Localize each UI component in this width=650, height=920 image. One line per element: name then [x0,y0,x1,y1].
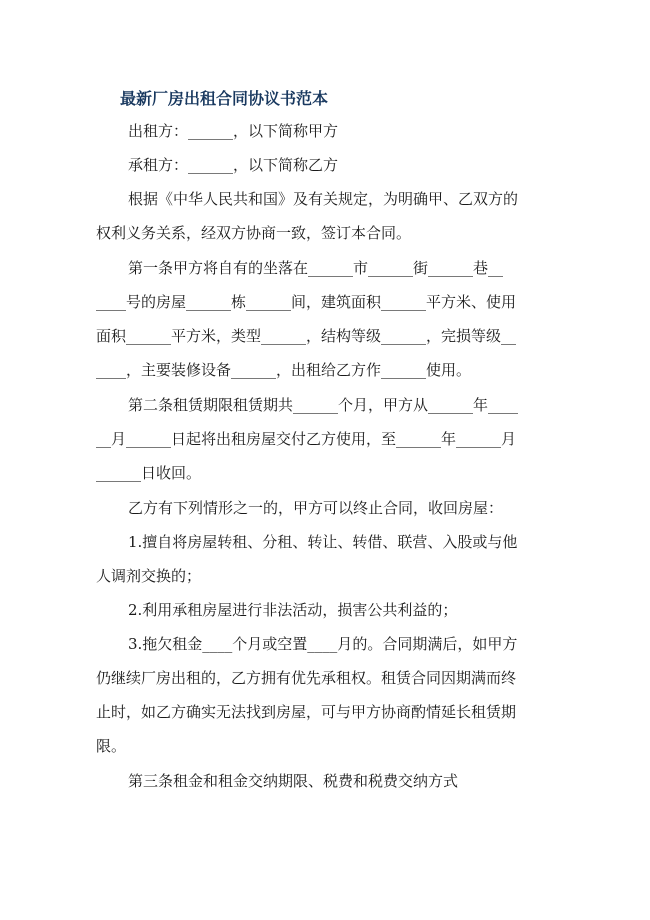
lessee-line: 承租方：______，以下简称乙方 [128,156,339,174]
clause-2-line: 2.利用承租房屋进行非法活动，损害公共利益的； [128,601,458,619]
preamble-line-2: 权利义务关系，经双方协商一致，签订本合同。 [96,224,412,242]
clause-3-line-1: 3.拖欠租金____个月或空置____月的。合同期满后，如甲方 [128,635,518,653]
clause-3-line-3: 止时，如乙方确实无法找到房屋，可与甲方协商酌情延长租赁期 [96,703,517,721]
article1-line-4: ____，主要装修设备______，出租给乙方作______使用。 [96,361,472,379]
clause-1-line-1: 1.擅自将房屋转租、分租、转让、转借、联营、入股或与他 [128,533,518,551]
article2-line-2: __月______日起将出租房屋交付乙方使用，至______年______月 [96,430,517,448]
clause-3-line-4: 限。 [96,737,127,755]
article2-line-1: 第二条租赁期限租赁期共______个月，甲方从______年____ [128,396,519,414]
lessor-line: 出租方：______，以下简称甲方 [128,122,339,140]
clause-3-line-2: 仍继续厂房出租的，乙方拥有优先承租权。租赁合同因期满而终 [96,669,517,687]
article1-line-2: ____号的房屋______栋______间，建筑面积______平方米、使用 [96,293,517,311]
article2-line-3: ______日收回。 [96,464,202,482]
article3-heading: 第三条租金和租金交纳期限、税费和税费交纳方式 [128,772,459,790]
document-title: 最新厂房出租合同协议书范本 [120,89,329,108]
clause-1-line-2: 人调剂交换的； [96,567,202,585]
article1-line-3: 面积______平方米，类型______，结构等级______，完损等级__ [96,327,517,345]
termination-intro: 乙方有下列情形之一的，甲方可以终止合同，收回房屋： [128,499,504,517]
preamble-line-1: 根据《中华人民共和国》及有关规定，为明确甲、乙双方的 [128,190,519,208]
article1-line-1: 第一条甲方将自有的坐落在______市______街______巷__ [128,259,504,277]
